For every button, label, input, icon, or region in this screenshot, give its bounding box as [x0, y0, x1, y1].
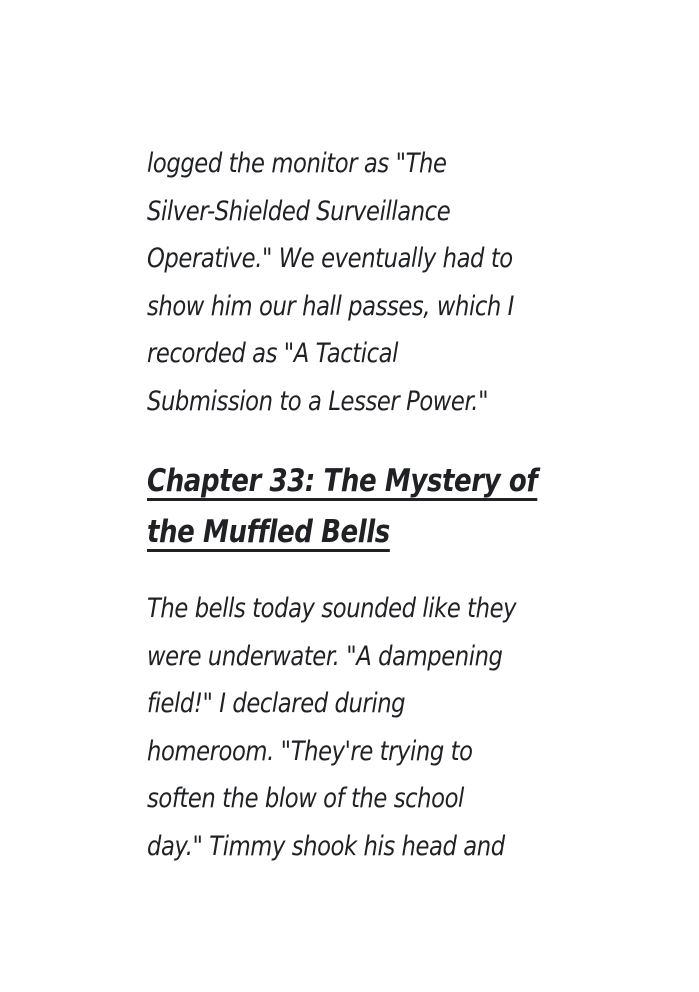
body-text-line: Submission to a Lesser Power."	[147, 385, 489, 417]
body-text-line: field!" I declared during	[147, 688, 406, 719]
chapter-heading-line: Chapter 33: The Mystery of	[147, 463, 538, 499]
body-text-line: logged the monitor as "The	[147, 148, 447, 179]
body-text-line: homeroom. "They're trying to	[147, 735, 473, 767]
body-text-line: recorded as "A Tactical	[147, 338, 399, 369]
body-text-line: The bells today sounded like they	[147, 593, 517, 624]
body-text-line: show him our hall passes, which I	[147, 290, 514, 322]
paragraph-before-heading	[147, 140, 584, 425]
body-text-line: Silver-Shielded Surveillance	[147, 195, 451, 227]
body-text-line: were underwater. "A dampening	[147, 640, 503, 672]
text-column	[147, 140, 584, 870]
chapter-heading	[147, 456, 584, 558]
chapter-heading-line: the Muffled Bells	[147, 514, 390, 550]
body-text-line: soften the blow of the school	[147, 783, 464, 814]
paragraph-after-heading	[147, 585, 584, 870]
body-text-line: day." Timmy shook his head and	[147, 830, 505, 862]
body-text-line: Operative." We eventually had to	[147, 243, 513, 274]
